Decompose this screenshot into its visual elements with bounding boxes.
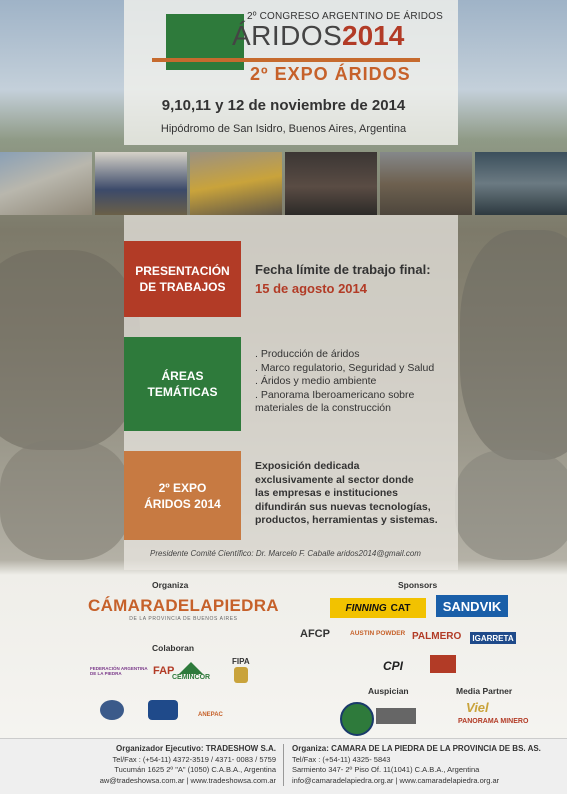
- expo-line: Exposición dedicada: [255, 460, 360, 472]
- igarreta-logo: [470, 632, 516, 644]
- expo-description: [255, 460, 438, 528]
- fipa-mark: [234, 667, 248, 683]
- photo-conference-panel: [95, 152, 187, 215]
- trabajos-title-line2: DE TRABAJOS: [139, 280, 226, 294]
- deadline-label: Fecha límite de trabajo final:: [255, 262, 431, 277]
- taller-logo: [430, 655, 456, 673]
- event-venue: Hipódromo de San Isidro, Buenos Aires, Argentina: [160, 123, 407, 135]
- rock-texture: [455, 450, 567, 560]
- footer-right-title: Organiza: CAMARA DE LA PIEDRA DE LA PROVINCIA DE BS. AS.: [292, 744, 541, 753]
- photo-strip: [0, 152, 567, 215]
- cemincor-text: CEMINCOR: [172, 674, 211, 681]
- expo-line: exclusivamente al sector donde: [255, 473, 414, 486]
- anepac-logo: [198, 703, 223, 721]
- footer-left-line: Tucumán 1625 2º "A" (1050) C.A.B.A., Argentina: [114, 765, 276, 774]
- year-title: 2014: [342, 20, 405, 51]
- footer-left: [10, 744, 276, 786]
- camara-logo: [88, 596, 279, 622]
- areas-box: [124, 337, 241, 431]
- trabajos-title-line1: PRESENTACIÓN: [135, 264, 230, 278]
- footer-left-line: aw@tradeshowsa.com.ar | www.tradeshowsa.com.ar: [99, 775, 276, 785]
- sandvik-logo: [436, 595, 508, 617]
- areas-item: . Áridos y medio ambiente: [255, 375, 377, 387]
- cpi-logo: CPI: [383, 659, 404, 673]
- fipa-logo: [232, 657, 250, 683]
- sandvik-text: SANDVIK: [442, 598, 502, 614]
- trabajos-title: [135, 263, 229, 295]
- colaboran-label: Colaboran: [152, 643, 195, 653]
- expo-line: las empresas e instituciones: [255, 487, 398, 499]
- anepac-text: ANEPAC: [198, 712, 223, 718]
- event-logo-line: [152, 58, 420, 62]
- afcp-logo: AFCP: [300, 628, 330, 640]
- shield-logo: [148, 700, 178, 720]
- president-credit: [150, 549, 421, 558]
- austin-powder-logo: AUSTIN POWDER: [350, 630, 406, 637]
- rock-texture: [460, 230, 567, 460]
- media-partner-label: Media Partner: [456, 686, 513, 696]
- rock-texture: [0, 440, 130, 560]
- panorama-minero-logo: PANORAMA MINERO: [458, 718, 529, 725]
- areas-title: [148, 368, 218, 400]
- finning-cat-logo: [330, 598, 426, 618]
- expo-title-line2: ÁRIDOS 2014: [144, 496, 221, 511]
- areas-item: . Marco regulatorio, Seguridad y Salud: [255, 361, 435, 374]
- cat-text: CAT: [390, 602, 411, 614]
- expo-line: difundirán sus nuevas tecnologías,: [255, 500, 431, 513]
- expo-title-line1: 2º EXPO: [158, 480, 207, 495]
- event-dates: 9,10,11 y 12 de noviembre de 2014: [161, 97, 406, 114]
- rock-texture: [0, 250, 140, 450]
- cemincor-mark: [179, 662, 203, 674]
- viel-logo: Viel: [466, 700, 489, 715]
- footer-divider: [283, 744, 284, 786]
- expo-title: 2º EXPO ÁRIDOS: [250, 64, 411, 84]
- fap-short: FAP: [153, 665, 175, 677]
- photo-quarry: [0, 152, 92, 215]
- footer-right: [292, 744, 562, 786]
- palmero-logo: PALMERO: [412, 631, 462, 642]
- areas-title-line2: TEMÁTICAS: [147, 385, 218, 399]
- areas-list: [255, 348, 434, 416]
- auspician-label: Auspician: [368, 686, 409, 696]
- president-email: aridos2014@gmail.com: [336, 549, 421, 558]
- ministry-logo: [376, 708, 416, 724]
- igarreta-text: IGARRETA: [472, 633, 514, 643]
- trabajos-box: [124, 241, 241, 317]
- fap-logo: [90, 665, 174, 677]
- fipa-text: FIPA: [232, 657, 250, 666]
- expo-box-title: [144, 480, 221, 512]
- deadline-date: 15 de agosto 2014: [255, 281, 367, 296]
- expo-line: productos, herramientas y sistemas.: [255, 514, 438, 526]
- organiza-label: Organiza: [152, 580, 189, 590]
- seal-logo: [100, 700, 124, 720]
- photo-auditorium: [475, 152, 567, 215]
- footer-right-line: Sarmiento 347- 2º Piso Of. 11(1041) C.A.B.A., Argentina: [292, 765, 480, 774]
- expo-box: [124, 451, 241, 540]
- auspicio-seal-logo: [340, 702, 374, 736]
- areas-item: . Panorama Iberoamericano sobre: [255, 388, 415, 401]
- congreso-title: 2º CONGRESO ARGENTINO DE ÁRIDOS: [247, 11, 443, 22]
- president-name: Presidente Comité Científico: Dr. Marcelo F. Caballe: [150, 549, 335, 558]
- fap-text: FEDERACIÓN ARGENTINA DE LA PIEDRA: [90, 666, 148, 676]
- photo-mine-pit: [380, 152, 472, 215]
- photo-ribbon-cutting: [285, 152, 377, 215]
- footer-left-title: Organizador Ejecutivo: TRADESHOW S.A.: [115, 744, 276, 753]
- sponsors-label: Sponsors: [398, 580, 438, 590]
- cemincor-logo: [172, 662, 210, 681]
- footer-right-line: Tel/Fax : (+54-11) 4325- 5843: [292, 754, 391, 764]
- camara-logo-text: CÁMARADELAPIEDRA: [88, 596, 279, 615]
- footer-left-line: Tel/Fax : (+54-11) 4372-3519 / 4371- 0083 / 5759: [112, 754, 276, 764]
- areas-item: materiales de la construcción: [255, 402, 391, 414]
- photo-excavator: [190, 152, 282, 215]
- areas-title-line1: ÁREAS: [161, 369, 204, 383]
- footer-right-line: info@camaradelapiedra.org.ar | www.camaradelapiedra.org.ar: [292, 775, 500, 785]
- aridos-title: ÁRIDOS: [232, 20, 343, 51]
- camara-logo-sub: DE LA PROVINCIA DE BUENOS AIRES: [129, 616, 238, 622]
- finning-text: FINNING: [345, 602, 387, 614]
- areas-item: . Producción de áridos: [255, 348, 360, 360]
